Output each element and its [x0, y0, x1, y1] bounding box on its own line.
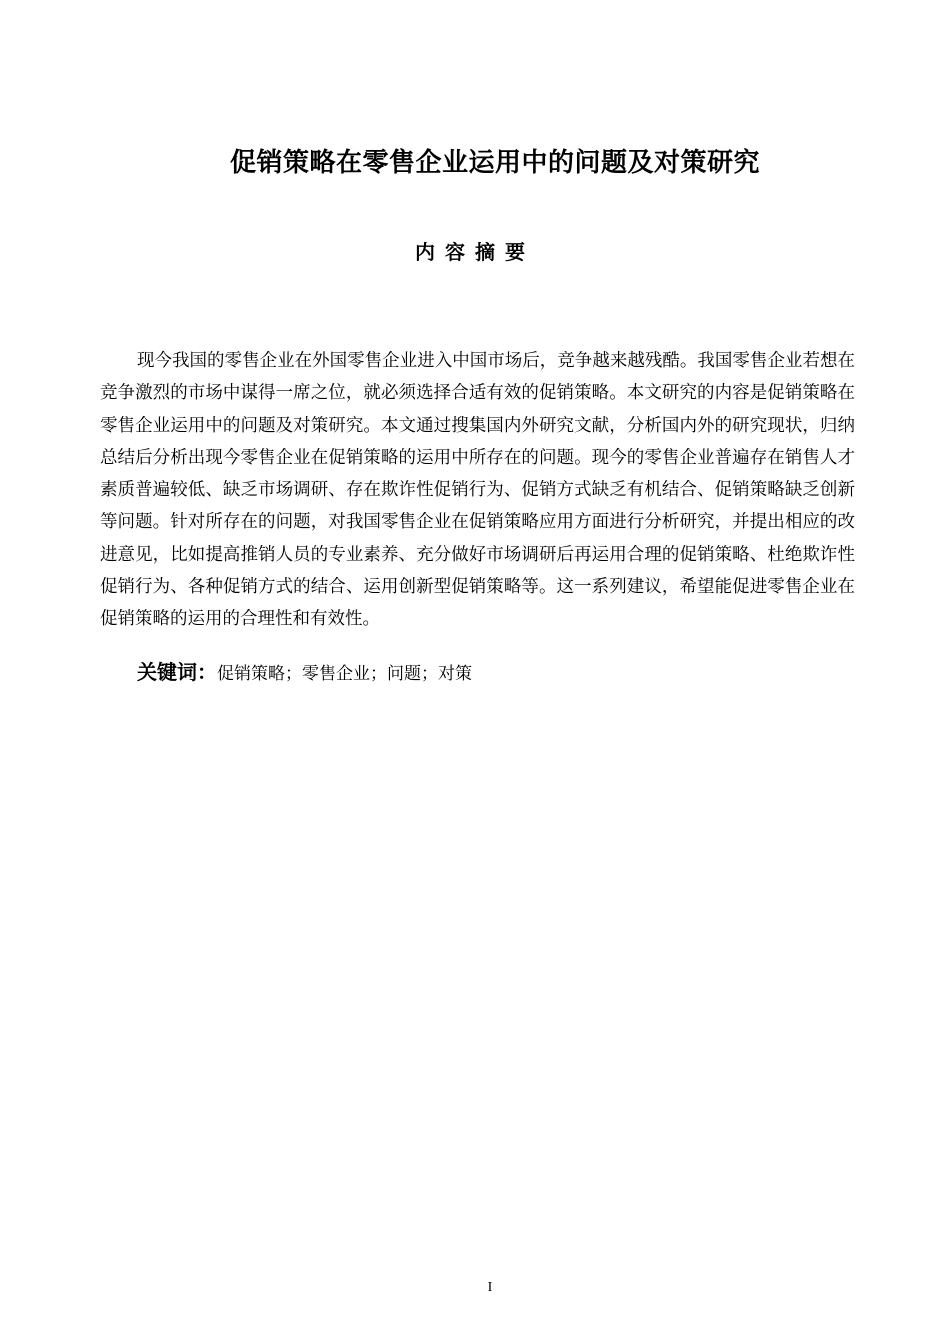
- document-title: 促销策略在零售企业运用中的问题及对策研究: [229, 148, 760, 178]
- keywords-values: 促销策略；零售企业；问题；对策: [217, 664, 472, 684]
- keywords-line: [137, 657, 472, 690]
- abstract-body: 现今我国的零售企业在外国零售企业进入中国市场后，竞争越来越残酷。我国零售企业若想在竞争激烈的市场中谋得一席之位，就必须选择合适有效的促销策略。本文研究的内容是促销策略在零售企业运用中的问题及对策研究。本文通过搜集国内外研究文献，分析国内外的研究现状，归纳总结后分析出现今零售企业在促销策略的运用中所存在的问题。现今的零售企业普遍存在销售人才素质普遍较低、缺乏市场调研、存在欺诈性促销行为、促销方式缺乏有机结合、促销策略缺乏创新等问题。针对所存在的问题，对我国零售企业在促销策略应用方面进行分析研究，并提出相应的改进意见，比如提高推销人员的专业素养、充分做好市场调研后再运用合理的促销策略、杜绝欺诈性促销行为、各种促销方式的结合、运用创新型促销策略等。这一系列建议，希望能促进零售企业在促销策略的运用的合理性和有效性。: [100, 351, 855, 630]
- keywords-label: 关键词：: [137, 660, 217, 684]
- page-number: I: [487, 1280, 493, 1295]
- abstract-heading: 内容摘要: [415, 240, 535, 264]
